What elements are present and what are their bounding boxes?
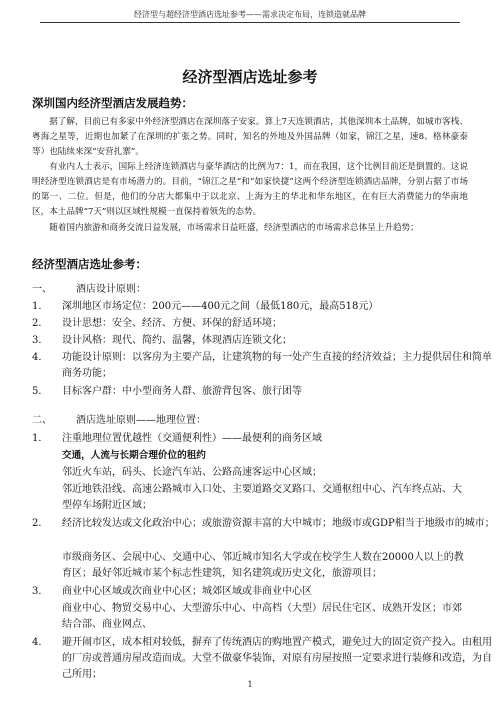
part1-item-3 xyxy=(32,333,498,349)
part1-title: 酒店设计原则： xyxy=(76,284,146,295)
item-text: 目标客户群：中小型商务人群、旅游背包客、旅行团等 xyxy=(62,386,302,397)
item-text: 功能设计原则：以客房为主要产品，让建筑物的每一处产生直接的经济效益；主力提供居住和简单商务功能； xyxy=(62,352,492,379)
part1-item-2 xyxy=(32,316,498,332)
part1-item-4 xyxy=(32,350,498,382)
page-title: 经济型酒店选址参考 xyxy=(182,68,318,86)
part1-heading xyxy=(32,282,468,298)
section1-paragraph-3: 随着国内旅游和商务交流日益发展，市场需求日益旺盛，经济型酒店的市场需求总体呈上升趋势； xyxy=(49,223,419,233)
part1-label: 一、 xyxy=(32,284,52,295)
item-text: 商业中心区域或次商业中心区；城郊区域或非商业中心区 xyxy=(62,586,312,597)
page-header: 经济型与超经济型酒店选址参考——需求决定布局，连锁造就品牌 xyxy=(40,10,460,23)
part1-item-1 xyxy=(32,299,498,315)
item-number: 3． xyxy=(32,335,49,346)
part2-label: 二、 xyxy=(32,415,52,426)
section1-paragraph-2: 有业内人士表示，国际上经济连锁酒店与豪华酒店的比例为7：1，而在我国，这个比例目前还是倒置的。这说明经济型连锁酒店是有市场潜力的。目前，“锦江之星”和“如家快捷”这两个经济型连锁酒店品牌，分别占据了市场的第一、二位。但是，他们的分店大都集中于以北京、上海为主的华北和华东地区，在有巨大消费能力的华南地区，本土品牌“7天”则以区域性规模一直保持着领先的态势。 xyxy=(32,162,468,217)
part2-item-1-line-1: 邻近火车站，码头、长途汽车站、公路高速客运中心区域； xyxy=(62,467,322,478)
part2-item-1 xyxy=(32,431,498,447)
item-number: 1． xyxy=(32,301,49,312)
section2-heading: 经济型酒店选址参考： xyxy=(32,257,147,271)
item-text: 设计风格：现代、简约、温馨，体现酒店连锁文化； xyxy=(62,335,292,346)
item-text: 注重地理位置优越性（交通便利性）——最便利的商务区域 xyxy=(62,433,322,444)
part2-item-4 xyxy=(32,635,498,683)
item-number: 4． xyxy=(32,352,49,363)
item-text: 避开闹市区，成本相对较低，摒弃了传统酒店的购地置产模式，避免过大的固定资产投入。由租用的厂房或普通房屋改造而成。大堂不做豪华装饰，对原有房屋按照一定要求进行装修和改造，为自己所用； xyxy=(62,637,492,680)
item-number: 1． xyxy=(32,433,49,444)
part2-item-1-emphasis: 交通，人流与长期合理价位的租约 xyxy=(62,450,206,461)
part2-item-3-line-1: 商业中心、物贸交易中心、大型游乐中心、中高档（大型）居民住宅区、成熟开发区；市郊结合部、商业网点、 xyxy=(62,603,462,630)
item-number: 2． xyxy=(32,318,49,329)
item-number: 3． xyxy=(32,586,49,597)
part2-heading xyxy=(32,413,468,429)
item-text: 经济比较发达或文化政治中心；或旅游资源丰富的大中城市；地级市或GDP相当于地级市的城市； xyxy=(62,518,495,529)
part2-item-2 xyxy=(32,516,498,532)
part2-item-2-line-1: 市级商务区、会展中心、交通中心、邻近城市知名大学或在校学生人数在20000人以上的教育区；最好邻近城市某个标志性建筑，知名建筑或历史文化，旅游项目； xyxy=(62,552,464,579)
section1-heading: 深圳国内经济型酒店发展趋势： xyxy=(32,96,193,110)
item-number: 4． xyxy=(32,637,49,648)
part2-item-3 xyxy=(32,584,498,600)
item-text: 设计思想：安全、经济、方便、环保的舒适环境； xyxy=(62,318,282,329)
page-number: 1 xyxy=(247,680,253,689)
item-text: 深圳地区市场定位：200元——400元之间（最低180元，最高518元） xyxy=(62,301,379,312)
part1-item-5 xyxy=(32,384,498,400)
item-number: 2． xyxy=(32,518,49,529)
section1-paragraph-1: 据了解，目前已有多家中外经济型酒店在深圳落子安家。算上7天连锁酒店，其他深圳本土品牌，如城市客栈、粤海之星等，近期也加紧了在深圳的扩张之势。同时，知名的外地及外国品牌（如家，锦江之星，速8、格林豪泰等）也陆续来深“安营扎寨”。 xyxy=(32,117,468,157)
part2-item-1-line-2: 邻近地铁沿线、高速公路城市入口处、主要道路交叉路口、交通枢纽中心、汽车终点站、大型停车场附近区域； xyxy=(62,484,462,511)
part2-title: 酒店选址原则——地理位置： xyxy=(76,415,206,426)
item-number: 5． xyxy=(32,386,49,397)
